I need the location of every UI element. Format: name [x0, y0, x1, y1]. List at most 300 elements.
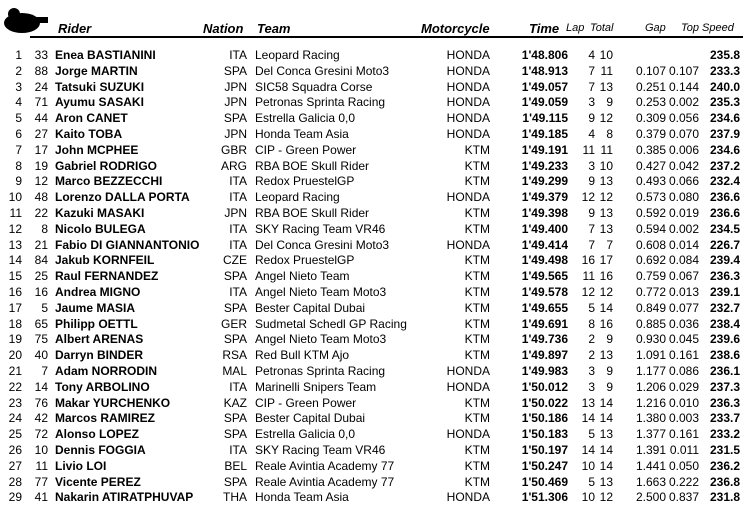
rider-number: 25	[34, 269, 48, 284]
rider-number: 8	[41, 221, 48, 236]
team-name: Honda Team Asia	[255, 126, 349, 141]
total-laps: 13	[599, 474, 613, 489]
table-row	[0, 317, 745, 333]
total-column-header: Total	[590, 22, 614, 34]
rider-number: 10	[34, 442, 48, 457]
lap-number: 12	[581, 284, 595, 299]
gap-to-previous: 0.019	[668, 205, 699, 220]
gap-to-previous: 0.084	[668, 253, 699, 268]
gap-to-previous: 0.029	[668, 379, 699, 394]
time-column-header: Time	[529, 21, 560, 36]
rider-number: 77	[34, 474, 48, 489]
table-row	[0, 475, 745, 491]
rider-name: Raul FERNANDEZ	[55, 269, 159, 284]
team-name: RBA BOE Skull Rider	[255, 205, 370, 220]
total-laps: 16	[599, 269, 613, 284]
lap-number: 2	[588, 332, 595, 347]
team-name: Bester Capital Dubai	[255, 411, 366, 426]
lap-number: 8	[588, 316, 595, 331]
gap-to-first: 1.216	[635, 395, 666, 410]
rider-number: 22	[34, 205, 48, 220]
team-name: Del Conca Gresini Moto3	[255, 63, 390, 78]
table-row	[0, 174, 745, 190]
gap-to-previous: 0.161	[668, 348, 699, 363]
header-divider	[30, 36, 743, 38]
total-laps: 13	[599, 205, 613, 220]
position: 19	[8, 332, 22, 347]
lap-number: 3	[588, 158, 595, 173]
gap-to-first: 0.379	[635, 126, 666, 141]
rider-name: Makar YURCHENKO	[55, 395, 171, 410]
lap-time: 1'50.247	[521, 458, 568, 473]
lap-number: 7	[588, 237, 595, 252]
team-name: Marinelli Snipers Team	[255, 379, 377, 394]
top-speed: 235.8	[709, 48, 740, 62]
nation: GBR	[220, 142, 247, 157]
total-laps: 12	[599, 284, 613, 299]
lap-time: 1'49.057	[521, 79, 568, 94]
position: 9	[15, 174, 22, 189]
motorcycle: HONDA	[446, 95, 490, 110]
rider-name: Alonso LOPEZ	[55, 427, 139, 442]
position: 2	[15, 63, 22, 78]
gap-to-first: 0.885	[635, 316, 666, 331]
team-name: Petronas Sprinta Racing	[255, 363, 386, 378]
motorcycle: KTM	[464, 300, 490, 315]
lap-time: 1'49.400	[521, 221, 568, 236]
rider-number: 40	[34, 348, 48, 363]
motorcycle: KTM	[464, 142, 490, 157]
rider-name: Livio LOI	[55, 458, 107, 473]
team-name: CIP - Green Power	[255, 395, 357, 410]
lap-time: 1'50.197	[521, 442, 568, 457]
gap-to-previous: 0.006	[668, 142, 699, 157]
lap-time: 1'49.191	[521, 142, 568, 157]
nation: SPA	[223, 427, 247, 442]
lap-time: 1'50.183	[521, 427, 568, 442]
lap-time: 1'49.498	[521, 253, 568, 268]
nation: ITA	[229, 221, 247, 236]
gap-to-first: 0.107	[635, 63, 666, 78]
nation: BEL	[224, 458, 247, 473]
lap-number: 9	[588, 111, 595, 126]
rider-name: Kazuki MASAKI	[55, 205, 145, 220]
rider-number: 88	[34, 63, 48, 78]
table-row	[0, 206, 745, 222]
motorcycle: HONDA	[446, 126, 490, 141]
gap-to-first: 1.206	[635, 379, 666, 394]
total-laps: 13	[599, 79, 613, 94]
gap-to-first: 1.377	[635, 427, 666, 442]
top-speed: 237.2	[709, 158, 740, 173]
rider-number: 11	[35, 458, 48, 473]
team-name: Reale Avintia Academy 77	[255, 474, 395, 489]
nation: GER	[220, 316, 247, 331]
motorcycle: HONDA	[446, 190, 490, 205]
gap-to-previous: 0.161	[668, 427, 699, 442]
lap-number: 3	[588, 95, 595, 110]
position: 24	[8, 411, 22, 426]
position: 26	[8, 442, 22, 457]
results-table	[0, 48, 745, 506]
motorcycle: HONDA	[446, 427, 490, 442]
gap-to-previous: 0.067	[668, 269, 699, 284]
motorcycle: KTM	[464, 395, 490, 410]
gap-to-first: 0.930	[635, 332, 666, 347]
team-name: SKY Racing Team VR46	[255, 442, 386, 457]
gap-to-first: 0.309	[635, 111, 666, 126]
top-speed: 236.3	[709, 269, 740, 284]
top-speed: 232.4	[709, 174, 740, 189]
total-laps: 12	[599, 190, 613, 205]
gap-to-first: 0.493	[635, 174, 666, 189]
total-laps: 14	[599, 458, 613, 473]
top-speed: 236.6	[709, 190, 740, 205]
table-row	[0, 269, 745, 285]
position: 10	[8, 190, 22, 205]
position: 6	[15, 126, 22, 141]
table-row	[0, 95, 745, 111]
top-speed: 237.3	[709, 379, 740, 394]
position: 15	[8, 269, 22, 284]
position: 1	[15, 48, 22, 62]
total-laps: 8	[606, 126, 613, 141]
team-name: Del Conca Gresini Moto3	[255, 237, 390, 252]
lap-time: 1'50.469	[521, 474, 568, 489]
lap-time: 1'50.186	[521, 411, 568, 426]
position: 3	[15, 79, 22, 94]
gap-to-previous: 0.050	[668, 458, 699, 473]
lap-number: 13	[581, 395, 595, 410]
table-row	[0, 80, 745, 96]
lap-time: 1'49.115	[522, 111, 568, 126]
team-name: Estrella Galicia 0,0	[255, 111, 356, 126]
nation: JPN	[224, 95, 247, 110]
gap-to-first: 0.772	[635, 284, 666, 299]
team-name: Redox PruestelGP	[255, 174, 355, 189]
nation: ITA	[229, 174, 247, 189]
position: 28	[8, 474, 22, 489]
gap-to-first: 1.091	[635, 348, 666, 363]
gap-to-previous: 0.002	[668, 95, 699, 110]
position: 29	[8, 490, 22, 505]
lap-time: 1'49.736	[521, 332, 568, 347]
gap-to-previous: 0.107	[668, 63, 699, 78]
rider-number: 42	[34, 411, 48, 426]
rider-number: 12	[34, 174, 48, 189]
nation: ITA	[229, 48, 247, 62]
team-name: CIP - Green Power	[255, 142, 357, 157]
nation: JPN	[224, 205, 247, 220]
lap-time: 1'50.022	[521, 395, 568, 410]
lap-number: 7	[588, 63, 595, 78]
nation: ITA	[229, 190, 247, 205]
total-laps: 13	[599, 221, 613, 236]
rider-number: 65	[34, 316, 48, 331]
team-name: Petronas Sprinta Racing	[255, 95, 386, 110]
rider-name: Aron CANET	[55, 111, 128, 126]
lap-number: 10	[581, 458, 595, 473]
lap-time: 1'48.913	[521, 63, 568, 78]
total-laps: 7	[606, 237, 613, 252]
team-name: Estrella Galicia 0,0	[255, 427, 356, 442]
table-row	[0, 48, 745, 64]
table-row	[0, 443, 745, 459]
table-row	[0, 159, 745, 175]
gap-to-previous: 0.080	[668, 190, 699, 205]
lap-time: 1'49.185	[521, 126, 568, 141]
rider-name: Jakub KORNFEIL	[55, 253, 155, 268]
lap-time: 1'49.233	[521, 158, 568, 173]
total-laps: 16	[599, 316, 613, 331]
rider-number: 75	[34, 332, 48, 347]
nation: KAZ	[223, 395, 247, 410]
rider-name: John MCPHEE	[55, 142, 139, 157]
gap-to-first: 0.427	[635, 158, 666, 173]
gap-to-first: 0.594	[635, 221, 666, 236]
gap-to-previous: 0.086	[668, 363, 699, 378]
gap-to-first: 0.692	[635, 253, 666, 268]
gap-to-first: 0.251	[635, 79, 666, 94]
lap-number: 16	[581, 253, 595, 268]
rider-name: Andrea MIGNO	[55, 284, 141, 299]
total-laps: 14	[599, 395, 613, 410]
total-laps: 13	[599, 427, 613, 442]
lap-time: 1'51.306	[521, 490, 568, 505]
gap-to-first: 0.573	[635, 190, 666, 205]
gap-to-first: 1.177	[635, 363, 666, 378]
lap-time: 1'48.806	[521, 48, 568, 62]
rider-number: 5	[41, 300, 48, 315]
lap-number: 5	[588, 474, 595, 489]
lap-number: 9	[588, 174, 595, 189]
rider-number: 17	[34, 142, 48, 157]
gap-to-previous: 0.010	[668, 395, 699, 410]
position: 14	[8, 253, 22, 268]
top-speed: 233.3	[709, 63, 740, 78]
lap-number: 2	[588, 348, 595, 363]
team-name: Redox PruestelGP	[255, 253, 355, 268]
position: 18	[8, 316, 22, 331]
total-laps: 9	[606, 363, 613, 378]
top-speed: 238.6	[709, 348, 740, 363]
lap-time: 1'49.565	[521, 269, 568, 284]
top-speed: 236.2	[709, 458, 740, 473]
rider-name: Albert ARENAS	[55, 332, 144, 347]
gap-to-previous: 0.042	[668, 158, 699, 173]
motorcycle: KTM	[464, 348, 490, 363]
total-laps: 13	[599, 174, 613, 189]
gap-to-first: 0.849	[635, 300, 666, 315]
rider-name: Kaito TOBA	[55, 126, 123, 141]
nation: ITA	[229, 237, 247, 252]
lap-time: 1'49.983	[521, 363, 568, 378]
nation: SPA	[223, 300, 247, 315]
top-speed-column-header: Top Speed	[681, 22, 734, 34]
rider-number: 41	[34, 490, 48, 505]
team-name: Angel Nieto Team Moto3	[255, 284, 387, 299]
table-row	[0, 427, 745, 443]
lap-time: 1'50.012	[521, 379, 568, 394]
nation: SPA	[223, 111, 247, 126]
rider-name: Ayumu SASAKI	[55, 95, 144, 110]
motorcycle: KTM	[464, 458, 490, 473]
nation: JPN	[224, 126, 247, 141]
nation: SPA	[223, 474, 247, 489]
rider-number: 16	[34, 284, 48, 299]
motorcycle: HONDA	[446, 363, 490, 378]
motorcycle: HONDA	[446, 237, 490, 252]
rider-name: Philipp OETTL	[55, 316, 138, 331]
rider-number: 48	[34, 190, 48, 205]
top-speed: 226.7	[709, 237, 740, 252]
table-row	[0, 127, 745, 143]
total-laps: 10	[599, 48, 613, 62]
team-name: Honda Team Asia	[255, 490, 349, 505]
gap-to-previous: 0.070	[668, 126, 699, 141]
top-speed: 234.6	[709, 142, 740, 157]
lap-time: 1'49.379	[521, 190, 568, 205]
rider-name: Marco BEZZECCHI	[55, 174, 163, 189]
rider-name: Nicolo BULEGA	[55, 221, 146, 236]
lap-time: 1'49.897	[521, 348, 568, 363]
lap-number: 11	[582, 269, 595, 284]
gap-to-first: 0.253	[635, 95, 666, 110]
position: 13	[8, 237, 22, 252]
top-speed: 234.5	[709, 221, 740, 236]
team-name: RBA BOE Skull Rider	[255, 158, 370, 173]
gap-to-first: 1.663	[635, 474, 666, 489]
lap-number: 10	[581, 490, 595, 505]
top-speed: 239.1	[709, 284, 740, 299]
lap-number: 14	[581, 442, 595, 457]
gap-column-header: Gap	[645, 22, 666, 34]
position: 12	[8, 221, 22, 236]
total-laps: 9	[606, 379, 613, 394]
gap-to-previous: 0.837	[668, 490, 699, 505]
position: 7	[15, 142, 22, 157]
team-name: Reale Avintia Academy 77	[255, 458, 395, 473]
motorcycle: KTM	[464, 284, 490, 299]
rider-number: 33	[34, 48, 48, 62]
rider-name: Tatsuki SUZUKI	[55, 79, 145, 94]
gap-to-previous: 0.003	[668, 411, 699, 426]
rider-name: Jaume MASIA	[55, 300, 136, 315]
lap-number: 5	[588, 427, 595, 442]
gap-to-previous: 0.013	[668, 284, 699, 299]
gap-to-previous: 0.045	[668, 332, 699, 347]
top-speed: 236.6	[709, 205, 740, 220]
motorcycle: HONDA	[446, 379, 490, 394]
gap-to-first: 1.380	[635, 411, 666, 426]
rider-number: 21	[34, 237, 48, 252]
rider-column-header: Rider	[58, 21, 92, 36]
rider-name: Enea BASTIANINI	[55, 48, 156, 62]
rider-name: Nakarin ATIRATPHUVAP	[55, 490, 194, 505]
table-row	[0, 364, 745, 380]
position: 23	[8, 395, 22, 410]
position: 16	[8, 284, 22, 299]
top-speed: 240.0	[709, 79, 740, 94]
nation: ARG	[220, 158, 247, 173]
total-laps: 11	[600, 63, 613, 78]
nation: MAL	[222, 363, 247, 378]
team-name: SKY Racing Team VR46	[255, 221, 386, 236]
table-row	[0, 190, 745, 206]
gap-to-previous: 0.014	[668, 237, 699, 252]
rider-number: 72	[34, 427, 48, 442]
nation: JPN	[224, 79, 247, 94]
gap-to-previous: 0.066	[668, 174, 699, 189]
lap-time: 1'49.299	[521, 174, 568, 189]
gap-to-previous: 0.222	[668, 474, 699, 489]
table-row	[0, 380, 745, 396]
lap-number: 4	[588, 126, 595, 141]
rider-number: 27	[34, 126, 48, 141]
motorcycle: KTM	[464, 442, 490, 457]
table-row	[0, 301, 745, 317]
motorcycle-rider-icon	[2, 5, 52, 35]
motorcycle: KTM	[464, 253, 490, 268]
total-laps: 17	[599, 253, 613, 268]
position: 11	[9, 205, 22, 220]
motorcycle: HONDA	[446, 63, 490, 78]
rider-number: 14	[34, 379, 48, 394]
lap-time: 1'49.578	[521, 284, 568, 299]
team-name: SIC58 Squadra Corse	[255, 79, 373, 94]
top-speed: 236.8	[709, 474, 740, 489]
rider-number: 76	[34, 395, 48, 410]
motorcycle: KTM	[464, 158, 490, 173]
lap-time: 1'49.691	[521, 316, 568, 331]
table-row	[0, 332, 745, 348]
table-row	[0, 222, 745, 238]
motorcycle: HONDA	[446, 111, 490, 126]
total-laps: 10	[599, 158, 613, 173]
top-speed: 239.6	[709, 332, 740, 347]
nation: RSA	[222, 348, 247, 363]
gap-to-previous: 0.036	[668, 316, 699, 331]
lap-number: 4	[588, 48, 595, 62]
top-speed: 231.8	[709, 490, 740, 505]
rider-number: 44	[34, 111, 48, 126]
motorcycle: KTM	[464, 205, 490, 220]
team-name: Leopard Racing	[255, 190, 340, 205]
rider-name: Marcos RAMIREZ	[55, 411, 156, 426]
total-laps: 14	[599, 442, 613, 457]
gap-to-previous: 0.002	[668, 221, 699, 236]
gap-to-first: 0.608	[635, 237, 666, 252]
top-speed: 233.2	[709, 427, 740, 442]
top-speed: 236.3	[709, 395, 740, 410]
motorcycle: HONDA	[446, 490, 490, 505]
table-row	[0, 143, 745, 159]
position: 20	[8, 348, 22, 363]
motorcycle: KTM	[464, 332, 490, 347]
top-speed: 231.5	[709, 442, 740, 457]
total-laps: 13	[599, 348, 613, 363]
gap-to-previous: 0.144	[668, 79, 699, 94]
team-name: Bester Capital Dubai	[255, 300, 366, 315]
motorcycle: KTM	[464, 269, 490, 284]
lap-time: 1'49.059	[521, 95, 568, 110]
table-row	[0, 285, 745, 301]
motorcycle: HONDA	[446, 79, 490, 94]
gap-to-first: 0.759	[635, 269, 666, 284]
position: 25	[8, 427, 22, 442]
rider-number: 71	[34, 95, 48, 110]
team-name: Red Bull KTM Ajo	[255, 348, 350, 363]
